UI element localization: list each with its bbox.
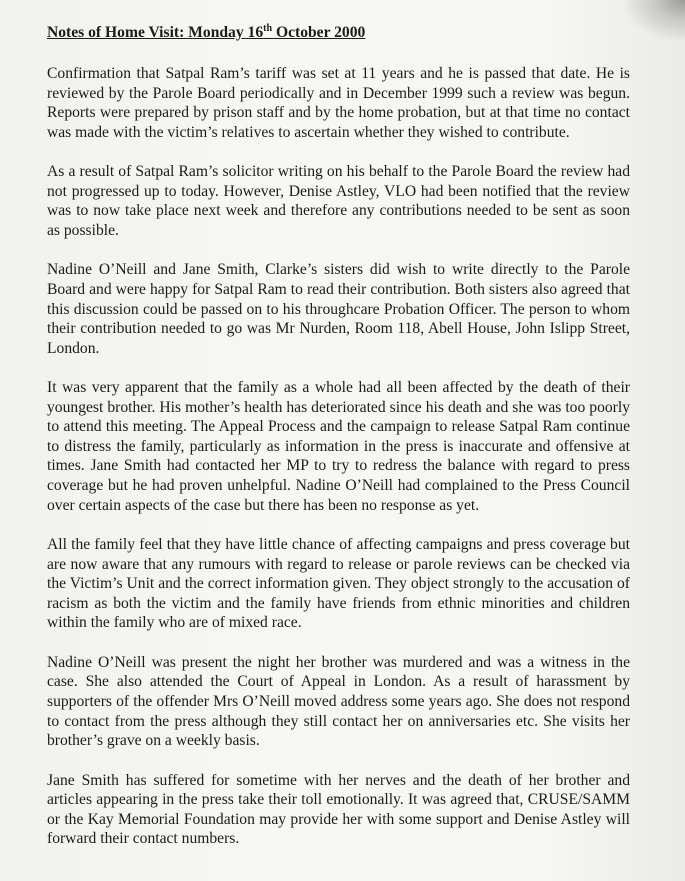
document-title	[47, 22, 630, 44]
paragraph-sisters: Nadine O’Neill and Jane Smith, Clarke’s sisters did wish to write directly to the Parole Board and were happy for Satpal Ram to read their contribution. Both sisters also agreed that this discussion could be passed on to his throughcare Probation Officer. The person to whom their contribution needed to go was Mr Nurden, Room 118, Abell House, John Islipp Street, London.	[47, 261, 630, 357]
title-superscript: th	[263, 22, 273, 34]
scan-corner-shadow	[625, 0, 685, 40]
paragraph-tariff: Confirmation that Satpal Ram’s tariff was set at 11 years and he is passed that date. He is reviewed by the Parole Board periodically and in December 1999 such a review was begun. Reports were prepared by prison staff and by the home probation, but at that time no contact was made with the victim’s relatives to ascertain whether they wished to contribute.	[47, 65, 630, 141]
paragraph-nadine: Nadine O’Neill was present the night her brother was murdered and was a witness in the case. She also attended the Court of Appeal in London. As a result of harassment by supporters of the offender Mrs O’Neill moved address some years ago. She does not respond to contact from the press although they still contact her on anniversaries etc. She visits her brother’s grave on a weekly basis.	[47, 653, 630, 750]
title-prefix: Notes of Home Visit: Monday 16	[47, 24, 264, 41]
document-body	[47, 22, 630, 849]
paragraph-campaigns: All the family feel that they have little chance of affecting campaigns and press coverage but are now aware that any rumours with regard to release or parole reviews can be checked via the Victim’s Unit and the correct information given. They object strongly to the accusation of racism as both the victim and the family have friends from ethnic minorities and children within the family who are of mixed race.	[47, 536, 630, 632]
paragraph-review: As a result of Satpal Ram’s solicitor writing on his behalf to the Parole Board the review had not progressed up to today. However, Denise Astley, VLO had been notified that the review was to now take place next week and therefore any contributions needed to be sent as soon as possible.	[47, 163, 630, 239]
paragraph-family-impact: It was very apparent that the family as a whole had all been affected by the death of their youngest brother. His mother’s health has deteriorated since his death and she was too poorly to attend this meeting. The Appeal Process and the campaign to release Satpal Ram continue to distress the family, particularly as information in the press is inaccurate and offensive at times. Jane Smith had contacted her MP to try to redress the balance with regard to press coverage but he had proven unhelpful. Nadine O’Neill had complained to the Press Council over certain aspects of the case but there has been no response as yet.	[47, 379, 630, 514]
title-suffix: October 2000	[272, 24, 366, 41]
paragraph-jane: Jane Smith has suffered for sometime with her nerves and the death of her brother and articles appearing in the press take their toll emotionally. It was agreed that, CRUSE/SAMM or the Kay Memorial Foundation may provide her with some support and Denise Astley will forward their contact numbers.	[47, 771, 630, 848]
